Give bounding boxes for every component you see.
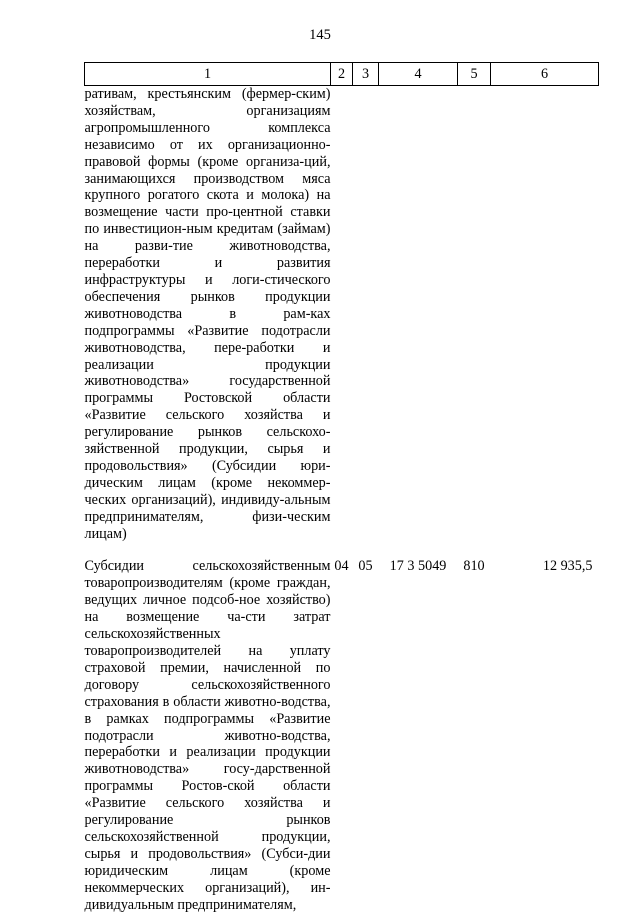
page-number: 145 <box>309 27 331 43</box>
row-section: 04 <box>334 558 349 575</box>
row-expense-type: 810 <box>463 558 485 575</box>
row-amount <box>491 86 599 543</box>
header-col-6: 6 <box>491 63 599 86</box>
row-expense-type <box>458 86 491 543</box>
row-subsection: 05 <box>358 558 373 575</box>
row-section <box>331 86 353 543</box>
header-col-4: 4 <box>379 63 458 86</box>
budget-table <box>84 62 599 914</box>
row-subsection <box>353 86 379 543</box>
row-description: Субсидии сельскохозяйственным товаропроизводителям (кроме граждан, ведущих личное подсоб-ное хозяйство) на возмещение ча-сти затрат сельскохозяйственных товаропроизводителей на уплату страховой премии, начисленной по договору сельскохозяйственного страхования в области животно-водства, в рамках подпрограммы «Развитие подотрасли животно-водства, переработки и реализации продукции животноводства» госу-дарственной программы Ростов-ской области «Развитие сельского хозяйства и регулирование рынков сельскохозяйственной продукции, сырья и продовольствия» (Субси-дии юридическим лицам (кроме некоммерческих организаций), ин-дивидуальным предпринимателям, <box>84 558 331 913</box>
table-row <box>85 542 599 913</box>
table-header <box>85 63 599 86</box>
header-row <box>85 63 599 86</box>
row-description: ративам, крестьянским (фермер-ским) хозяйствам, организациям агропромышленного комплекса независимо от их организационно-правовой формы (кроме организа-ций, занимающихся производством мяса крупного рогатого скота и молока) на возмещение части про-центной ставки по инвестицион-ным кредитам (займам) на разви-тие животноводства, переработки и развития инфраструктуры и логи-стического обеспечения рынков продукции животноводства в рам-ках подпрограммы «Развитие подотрасли животноводства, пере-работки и реализации продукции животноводства» государственной программы Ростовской области «Развитие сельского хозяйства и регулирование рынков сельскохо-зяйственной продукции, сырья и продовольствия» (Субсидии юри-дическим лицам (кроме некоммер-ческих организаций), индивиду-альным предпринимателям, физи-ческим лицам) <box>84 86 331 542</box>
header-col-1: 1 <box>85 63 331 86</box>
header-col-3: 3 <box>353 63 379 86</box>
row-target-article <box>379 86 458 543</box>
row-amount: 12 935,5 <box>542 558 593 575</box>
row-target-article: 17 3 5049 <box>389 558 447 575</box>
header-col-2: 2 <box>331 63 353 86</box>
header-col-5: 5 <box>458 63 491 86</box>
table-row <box>85 86 599 543</box>
